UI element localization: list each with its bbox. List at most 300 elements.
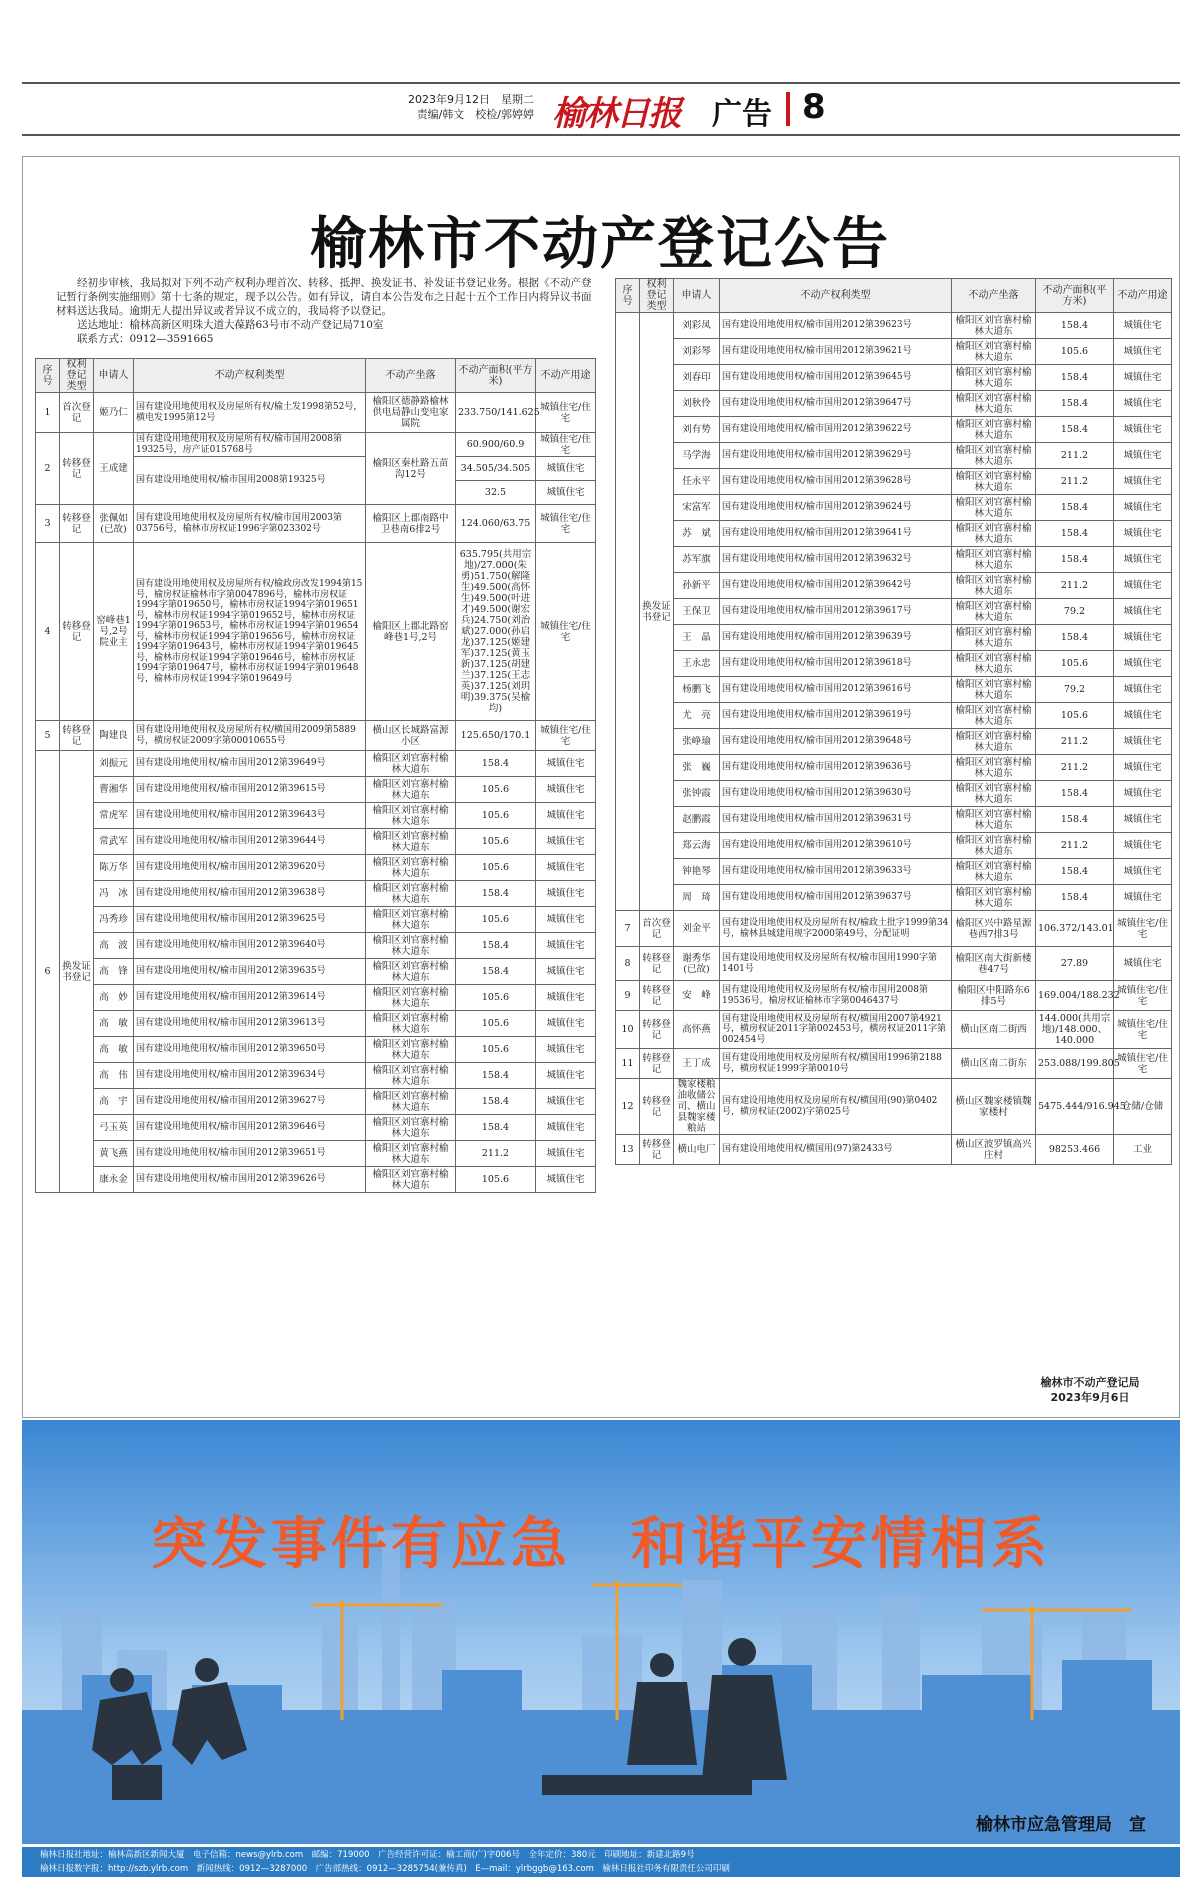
area: 211.2: [1036, 443, 1114, 469]
right-type: 国有建设用地使用权/榆市国用2012第39610号: [720, 833, 952, 859]
usage: 城镇住宅: [536, 959, 596, 985]
usage: 城镇住宅: [1114, 391, 1172, 417]
right-type: 国有建设用地使用权/榆市国用2012第39651号: [134, 1141, 366, 1167]
right-type: 国有建设用地使用权/榆市国用2012第39633号: [720, 859, 952, 885]
location: 榆阳区刘官寨村榆林大道东: [952, 651, 1036, 677]
right-type: 国有建设用地使用权及房屋所有权/榆土发1998第52号，横电发1995第12号: [134, 393, 366, 433]
area: 158.4: [1036, 495, 1114, 521]
location: 榆阳区刘官寨村榆林大道东: [366, 1167, 456, 1193]
area: 34.505/34.505: [456, 457, 536, 481]
applicant: 刘金平: [674, 911, 720, 947]
table-row: [36, 1011, 596, 1037]
applicant: 高 宇: [94, 1089, 134, 1115]
masthead-divider: [786, 92, 790, 126]
applicant: 高怀燕: [674, 1011, 720, 1049]
table-row: [36, 1115, 596, 1141]
table-row: [36, 393, 596, 433]
usage: 城镇住宅: [1114, 625, 1172, 651]
applicant: 高 敏: [94, 1037, 134, 1063]
registration-type: 转移登记: [640, 1079, 674, 1135]
right-table-body: [616, 313, 1172, 1165]
location: 榆阳区刘官寨村榆林大道东: [952, 547, 1036, 573]
applicant: 郑云海: [674, 833, 720, 859]
usage: 城镇住宅/住宅: [536, 543, 596, 721]
location: 榆阳区刘官寨村榆林大道东: [952, 807, 1036, 833]
applicant: 安 峰: [674, 981, 720, 1011]
usage: 城镇住宅: [536, 855, 596, 881]
location: 榆阳区刘官寨村榆林大道东: [366, 881, 456, 907]
table-row: [36, 985, 596, 1011]
intro-phone: 联系方式：0912—3591665: [77, 333, 214, 345]
column-header: 申请人: [674, 279, 720, 313]
area: 105.6: [1036, 703, 1114, 729]
location: 横山区长城路富源小区: [366, 721, 456, 751]
location: 榆阳区刘官寨村榆林大道东: [952, 469, 1036, 495]
right-type: 国有建设用地使用权/榆市国用2012第39645号: [720, 365, 952, 391]
usage: 城镇住宅: [536, 1167, 596, 1193]
row-number: 3: [36, 505, 60, 543]
table-row: [616, 859, 1172, 885]
usage: 城镇住宅: [536, 881, 596, 907]
location: 榆阳区刘官寨村榆林大道东: [366, 1011, 456, 1037]
table-row: [616, 885, 1172, 911]
area: 211.2: [456, 1141, 536, 1167]
location: 榆阳区刘官寨村榆林大道东: [366, 751, 456, 777]
right-type: 国有建设用地使用权/榆市国用2012第39644号: [134, 829, 366, 855]
column-header: 不动产用途: [536, 359, 596, 393]
table-row: [616, 573, 1172, 599]
applicant: 陶建良: [94, 721, 134, 751]
right-type: 国有建设用地使用权/榆市国用2012第39649号: [134, 751, 366, 777]
usage: 城镇住宅/住宅: [1114, 1011, 1172, 1049]
area: 105.6: [1036, 651, 1114, 677]
area: 79.2: [1036, 599, 1114, 625]
applicant: 杨鹏飞: [674, 677, 720, 703]
column-header: 权利登记类型: [640, 279, 674, 313]
row-number: 4: [36, 543, 60, 721]
right-type: 国有建设用地使用权/榆市国用2012第39614号: [134, 985, 366, 1011]
location: 榆阳区刘官寨村榆林大道东: [952, 573, 1036, 599]
right-type: 国有建设用地使用权/榆市国用2012第39638号: [134, 881, 366, 907]
table-row: [36, 1167, 596, 1193]
table-row: [616, 365, 1172, 391]
area: 158.4: [456, 881, 536, 907]
usage: 城镇住宅: [536, 1089, 596, 1115]
intro-address: 送达地址：榆林高新区明珠大道大葆路63号市不动产登记局710室: [77, 319, 384, 331]
location: 榆阳区刘官寨村榆林大道东: [952, 339, 1036, 365]
location: 榆阳区上郡北路窑峰巷1号,2号: [366, 543, 456, 721]
applicant: 常虎军: [94, 803, 134, 829]
table-row: [616, 911, 1172, 947]
usage: 城镇住宅: [536, 1063, 596, 1089]
row-number: 13: [616, 1135, 640, 1165]
location: 榆阳区秦杜路五苗沟12号: [366, 433, 456, 505]
right-type: 国有建设用地使用权/榆市国用2012第39643号: [134, 803, 366, 829]
location: 榆阳区刘官寨村榆林大道东: [952, 885, 1036, 911]
table-row: [616, 521, 1172, 547]
usage: 城镇住宅: [1114, 781, 1172, 807]
usage: 城镇住宅: [1114, 885, 1172, 911]
area: 158.4: [1036, 885, 1114, 911]
row-number: 9: [616, 981, 640, 1011]
right-type: 国有建设用地使用权/榆市国用2012第39634号: [134, 1063, 366, 1089]
area: 211.2: [1036, 833, 1114, 859]
footer-line-1: 榆林日报社地址：榆林高新区新闻大厦 电子信箱：news@ylrb.com 邮编：719000 广告经营许可证：榆工商(广)字006号 全年定价：380元 印刷地址：新建北路9号: [40, 1850, 695, 1860]
right-type: 国有建设用地使用权及房屋所有权/榆市国用2003第03756号，榆林市房权证1996字第023302号: [134, 505, 366, 543]
area: 105.6: [456, 1011, 536, 1037]
usage: 城镇住宅: [1114, 469, 1172, 495]
applicant: 常武军: [94, 829, 134, 855]
applicant: 王保卫: [674, 599, 720, 625]
location: 榆阳区刘官寨村榆林大道东: [952, 625, 1036, 651]
applicant: 高 波: [94, 933, 134, 959]
usage: 城镇住宅: [536, 481, 596, 505]
location: 榆阳区刘官寨村榆林大道东: [952, 755, 1036, 781]
row-number: 6: [36, 751, 60, 1193]
registration-type: 转移登记: [640, 1135, 674, 1165]
row-number: 12: [616, 1079, 640, 1135]
usage: 城镇住宅: [536, 751, 596, 777]
applicant: 高 锋: [94, 959, 134, 985]
applicant: 高 妙: [94, 985, 134, 1011]
table-row: [36, 1089, 596, 1115]
right-type: 国有建设用地使用权/榆市国用2012第39615号: [134, 777, 366, 803]
table-row: [36, 907, 596, 933]
usage: 城镇住宅: [1114, 703, 1172, 729]
area: 106.372/143.01: [1036, 911, 1114, 947]
area: 158.4: [456, 1115, 536, 1141]
right-type: 国有建设用地使用权/榆市国用2012第39622号: [720, 417, 952, 443]
area: 233.750/141.625: [456, 393, 536, 433]
area: 5475.444/916.945: [1036, 1079, 1114, 1135]
left-table-body: [36, 393, 596, 1193]
table-row: [616, 833, 1172, 859]
usage: 城镇住宅: [1114, 651, 1172, 677]
location: 榆阳区刘官寨村榆林大道东: [952, 599, 1036, 625]
table-row: [36, 543, 596, 721]
right-type: 国有建设用地使用权及房屋所有权/横国用1996第2188号，横房权证1999字第0010号: [720, 1049, 952, 1079]
applicant: 魏家楼粮油收储公司、横山县魏家楼粮站: [674, 1079, 720, 1135]
applicant: 刘春印: [674, 365, 720, 391]
usage: 城镇住宅: [1114, 573, 1172, 599]
right-type: 国有建设用地使用权/榆市国用2012第39627号: [134, 1089, 366, 1115]
area: 211.2: [1036, 755, 1114, 781]
location: 榆阳区刘官寨村榆林大道东: [366, 907, 456, 933]
right-type: 国有建设用地使用权及房屋所有权/榆市国用2008第19325号，房产证015768号: [134, 433, 366, 457]
right-type: 国有建设用地使用权及房屋所有权/横国用2007第4921号，横房权证2011字第002453号，横房权证2011字第002454号: [720, 1011, 952, 1049]
applicant: 高 伟: [94, 1063, 134, 1089]
registration-type: 转移登记: [60, 543, 94, 721]
applicant: 苏军旗: [674, 547, 720, 573]
table-row: [36, 777, 596, 803]
usage: 城镇住宅: [1114, 339, 1172, 365]
applicant: 刘有势: [674, 417, 720, 443]
table-row: [616, 417, 1172, 443]
applicant: 康永金: [94, 1167, 134, 1193]
applicant: 钟艳琴: [674, 859, 720, 885]
table-row: [616, 755, 1172, 781]
location: 榆阳区刘官寨村榆林大道东: [366, 1115, 456, 1141]
right-type: 国有建设用地使用权/榆市国用2012第39640号: [134, 933, 366, 959]
location: 榆阳区刘官寨村榆林大道东: [952, 833, 1036, 859]
usage: 城镇住宅/住宅: [536, 393, 596, 433]
table-row: [616, 1011, 1172, 1049]
right-type: 国有建设用地使用权/榆市国用2012第39618号: [720, 651, 952, 677]
usage: 城镇住宅: [1114, 859, 1172, 885]
area: 105.6: [456, 803, 536, 829]
right-type: 国有建设用地使用权及房屋所有权/榆市国用2008第19536号，榆房权证榆林市字第0046437号: [720, 981, 952, 1011]
banner-issuer: 榆林市应急管理局 宣: [976, 1815, 1146, 1835]
area: 211.2: [1036, 729, 1114, 755]
registration-type: 转移登记: [60, 721, 94, 751]
usage: 城镇住宅: [1114, 833, 1172, 859]
table-row: [36, 1037, 596, 1063]
location: 榆阳区刘官寨村榆林大道东: [952, 313, 1036, 339]
right-registration-table: [615, 278, 1172, 1165]
usage: 城镇住宅/住宅: [1114, 1049, 1172, 1079]
location: 榆阳区刘官寨村榆林大道东: [366, 1089, 456, 1115]
usage: 城镇住宅/住宅: [1114, 981, 1172, 1011]
area: 105.6: [456, 907, 536, 933]
row-number: 7: [616, 911, 640, 947]
signature-org: 榆林市不动产登记局: [1040, 1376, 1140, 1389]
column-header: 不动产坐落: [952, 279, 1036, 313]
table-header-row: [36, 359, 596, 393]
usage: 城镇住宅: [1114, 807, 1172, 833]
location: 横山区南二街西: [952, 1011, 1036, 1049]
right-type: 国有建设用地使用权/榆市国用2012第39617号: [720, 599, 952, 625]
applicant: 苏 斌: [674, 521, 720, 547]
area: 144.000(共用宗地)/148.000、140.000: [1036, 1011, 1114, 1049]
signature-block: [1020, 1375, 1160, 1405]
right-type: 国有建设用地使用权及房屋所有权/榆市国用1990字第1401号: [720, 947, 952, 981]
applicant: 谢秀华(已故): [674, 947, 720, 981]
usage: 城镇住宅: [536, 1011, 596, 1037]
table-row: [36, 855, 596, 881]
usage: 城镇住宅: [536, 829, 596, 855]
table-row: [616, 495, 1172, 521]
left-registration-table: [35, 358, 596, 1193]
location: 横山区魏家楼镇魏家楼村: [952, 1079, 1036, 1135]
applicant: 张钟霞: [674, 781, 720, 807]
section-name: 广告: [712, 97, 772, 132]
location: 榆阳区兴中路星源巷西7排3号: [952, 911, 1036, 947]
area: 27.89: [1036, 947, 1114, 981]
area: 158.4: [456, 1089, 536, 1115]
right-type: 国有建设用地使用权/榆市国用2012第39635号: [134, 959, 366, 985]
table-row: [616, 547, 1172, 573]
usage: 城镇住宅: [536, 907, 596, 933]
applicant: 周 琦: [674, 885, 720, 911]
table-row: [36, 505, 596, 543]
newspaper-logo: 榆林日报: [552, 94, 680, 134]
right-type: 国有建设用地使用权及房屋所有权/榆政土批字1999第34号，榆林县城建用规字2000第49号，分配证明: [720, 911, 952, 947]
intro-paragraph: 经初步审核，我局拟对下列不动产权利办理首次、转移、抵押、换发证书、补发证书登记业务。根据《不动产登记暂行条例实施细则》第十七条的规定，现予以公告。如有异议，请自本公告发布之日起十五个工作日内将异议书面材料送达我局。逾期无人提出异议或者异议不成立的，我局将予以登记。: [56, 277, 592, 317]
usage: 城镇住宅: [1114, 677, 1172, 703]
registration-type: 转移登记: [60, 505, 94, 543]
issue-date: 2023年9月12日 星期二: [408, 93, 534, 106]
applicant: 陈万华: [94, 855, 134, 881]
location: 榆阳区上郡南路中卫巷南6排2号: [366, 505, 456, 543]
usage: 城镇住宅: [1114, 313, 1172, 339]
city-skyline-illustration: [22, 1420, 1180, 1844]
masthead-meta: [374, 92, 534, 122]
location: 榆阳区刘官寨村榆林大道东: [952, 365, 1036, 391]
location: 榆阳区刘官寨村榆林大道东: [952, 521, 1036, 547]
right-type: 国有建设用地使用权/榆市国用2012第39641号: [720, 521, 952, 547]
area: 158.4: [1036, 313, 1114, 339]
right-type: 国有建设用地使用权/榆市国用2012第39624号: [720, 495, 952, 521]
table-row: [36, 1063, 596, 1089]
registration-type: 换发证书登记: [60, 751, 94, 1193]
area: 158.4: [1036, 391, 1114, 417]
usage: 城镇住宅: [536, 1141, 596, 1167]
table-row: [616, 599, 1172, 625]
right-type: 国有建设用地使用权/榆市国用2012第39630号: [720, 781, 952, 807]
table-row: [36, 803, 596, 829]
column-header: 序号: [36, 359, 60, 393]
right-type: 国有建设用地使用权及房屋所有权/横国用(90)第0402号，横房权证(2002)字第025号: [720, 1079, 952, 1135]
table-header-row: [616, 279, 1172, 313]
area: 158.4: [1036, 807, 1114, 833]
page-number: 8: [802, 87, 826, 127]
location: 榆阳区德静路榆林供电局静山变电家属院: [366, 393, 456, 433]
applicant: 赵鹏霞: [674, 807, 720, 833]
column-header: 不动产面积(平方米): [456, 359, 536, 393]
area: 60.900/60.9: [456, 433, 536, 457]
usage: 城镇住宅/住宅: [1114, 911, 1172, 947]
right-type: 国有建设用地使用权/榆市国用2012第39646号: [134, 1115, 366, 1141]
usage: 城镇住宅: [536, 457, 596, 481]
area: 158.4: [1036, 521, 1114, 547]
column-header: 权利登记类型: [60, 359, 94, 393]
area: 98253.466: [1036, 1135, 1114, 1165]
location: 榆阳区刘官寨村榆林大道东: [366, 1141, 456, 1167]
area: 253.088/199.805: [1036, 1049, 1114, 1079]
area: 158.4: [456, 959, 536, 985]
table-row: [616, 391, 1172, 417]
usage: 城镇住宅: [1114, 729, 1172, 755]
area: 105.6: [456, 985, 536, 1011]
registration-type: 转移登记: [60, 433, 94, 505]
usage: 城镇住宅: [1114, 599, 1172, 625]
location: 榆阳区中阳路东6排5号: [952, 981, 1036, 1011]
editor-line: 责编/韩文 校检/郭婷婷: [416, 108, 534, 121]
column-header: 序号: [616, 279, 640, 313]
right-type: 国有建设用地使用权/榆市国用2012第39639号: [720, 625, 952, 651]
applicant: 马学海: [674, 443, 720, 469]
usage: 城镇住宅: [1114, 365, 1172, 391]
location: 榆阳区刘官寨村榆林大道东: [952, 781, 1036, 807]
usage: 城镇住宅: [1114, 521, 1172, 547]
usage: 城镇住宅/住宅: [536, 505, 596, 543]
right-type: 国有建设用地使用权/榆市国用2012第39648号: [720, 729, 952, 755]
location: 榆阳区刘官寨村榆林大道东: [952, 417, 1036, 443]
applicant: 曹湘华: [94, 777, 134, 803]
area: 105.6: [456, 855, 536, 881]
row-number: 11: [616, 1049, 640, 1079]
row-number: 8: [616, 947, 640, 981]
area: 158.4: [1036, 365, 1114, 391]
area: 635.795(共用宗地)/27.000(朱勇)51.750(解隆生)49.500(高怀生)49.500(叶进才)49.500(谢宏兵)24.750(刘治斌)27.000(孙启龙)37.125(姬建军)37.125(黄玉新)37.125(胡建兰)37.125(王志英)37.125(刘玥明)39.375(吴榆均): [456, 543, 536, 721]
area: 158.4: [456, 933, 536, 959]
row-number: 1: [36, 393, 60, 433]
location: 榆阳区刘官寨村榆林大道东: [952, 677, 1036, 703]
area: 79.2: [1036, 677, 1114, 703]
column-header: 不动产面积(平方米): [1036, 279, 1114, 313]
area: 158.4: [1036, 547, 1114, 573]
usage: 城镇住宅: [536, 1115, 596, 1141]
location: 榆阳区刘官寨村榆林大道东: [366, 855, 456, 881]
registration-type: 转移登记: [640, 1049, 674, 1079]
location: 榆阳区刘官寨村榆林大道东: [366, 1037, 456, 1063]
applicant: 尤 亮: [674, 703, 720, 729]
area: 169.004/188.232: [1036, 981, 1114, 1011]
public-service-banner: [22, 1420, 1180, 1844]
usage: 城镇住宅: [536, 803, 596, 829]
applicant: 姬乃仁: [94, 393, 134, 433]
location: 榆阳区刘官寨村榆林大道东: [366, 959, 456, 985]
column-header: 不动产用途: [1114, 279, 1172, 313]
location: 榆阳区刘官寨村榆林大道东: [366, 777, 456, 803]
right-type: 国有建设用地使用权/榆市国用2008第19325号: [134, 457, 366, 505]
location: 榆阳区刘官寨村榆林大道东: [366, 829, 456, 855]
area: 158.4: [1036, 417, 1114, 443]
table-row: [616, 1079, 1172, 1135]
table-row: [616, 947, 1172, 981]
banner-slogan: 突发事件有应急 和谐平安情相系: [151, 1512, 1051, 1577]
location: 榆阳区南大街新楼巷47号: [952, 947, 1036, 981]
notice-title: 榆林市不动产登记公告: [310, 212, 890, 277]
registration-type: 首次登记: [640, 911, 674, 947]
right-type: 国有建设用地使用权/榆市国用2012第39631号: [720, 807, 952, 833]
table-row: [616, 781, 1172, 807]
location: 榆阳区刘官寨村榆林大道东: [952, 443, 1036, 469]
area: 158.4: [1036, 859, 1114, 885]
usage: 城镇住宅: [1114, 417, 1172, 443]
row-number: 5: [36, 721, 60, 751]
table-row: [36, 751, 596, 777]
right-type: 国有建设用地使用权/榆市国用2012第39629号: [720, 443, 952, 469]
applicant: 刘彩琴: [674, 339, 720, 365]
column-header: 不动产权利类型: [134, 359, 366, 393]
column-header: 不动产坐落: [366, 359, 456, 393]
column-header: 不动产权利类型: [720, 279, 952, 313]
usage: 城镇住宅: [536, 1037, 596, 1063]
table-row: [616, 677, 1172, 703]
right-type: 国有建设用地使用权/榆市国用2012第39620号: [134, 855, 366, 881]
applicant: 横山电厂: [674, 1135, 720, 1165]
right-type: 国有建设用地使用权/榆市国用2012第39632号: [720, 547, 952, 573]
applicant: 弓玉英: [94, 1115, 134, 1141]
applicant: 冯秀珍: [94, 907, 134, 933]
applicant: 窑峰巷1号,2号院业主: [94, 543, 134, 721]
usage: 城镇住宅: [1114, 443, 1172, 469]
table-row: [616, 807, 1172, 833]
applicant: 王成建: [94, 433, 134, 505]
table-row: [616, 1135, 1172, 1165]
location: 榆阳区刘官寨村榆林大道东: [952, 703, 1036, 729]
location: 横山区波罗镇高兴庄村: [952, 1135, 1036, 1165]
location: 榆阳区刘官寨村榆林大道东: [366, 803, 456, 829]
table-row: [616, 1049, 1172, 1079]
area: 158.4: [1036, 625, 1114, 651]
area: 125.650/170.1: [456, 721, 536, 751]
right-type: 国有建设用地使用权/榆市国用2012第39647号: [720, 391, 952, 417]
applicant: 王丁成: [674, 1049, 720, 1079]
location: 榆阳区刘官寨村榆林大道东: [366, 985, 456, 1011]
area: 105.6: [1036, 339, 1114, 365]
